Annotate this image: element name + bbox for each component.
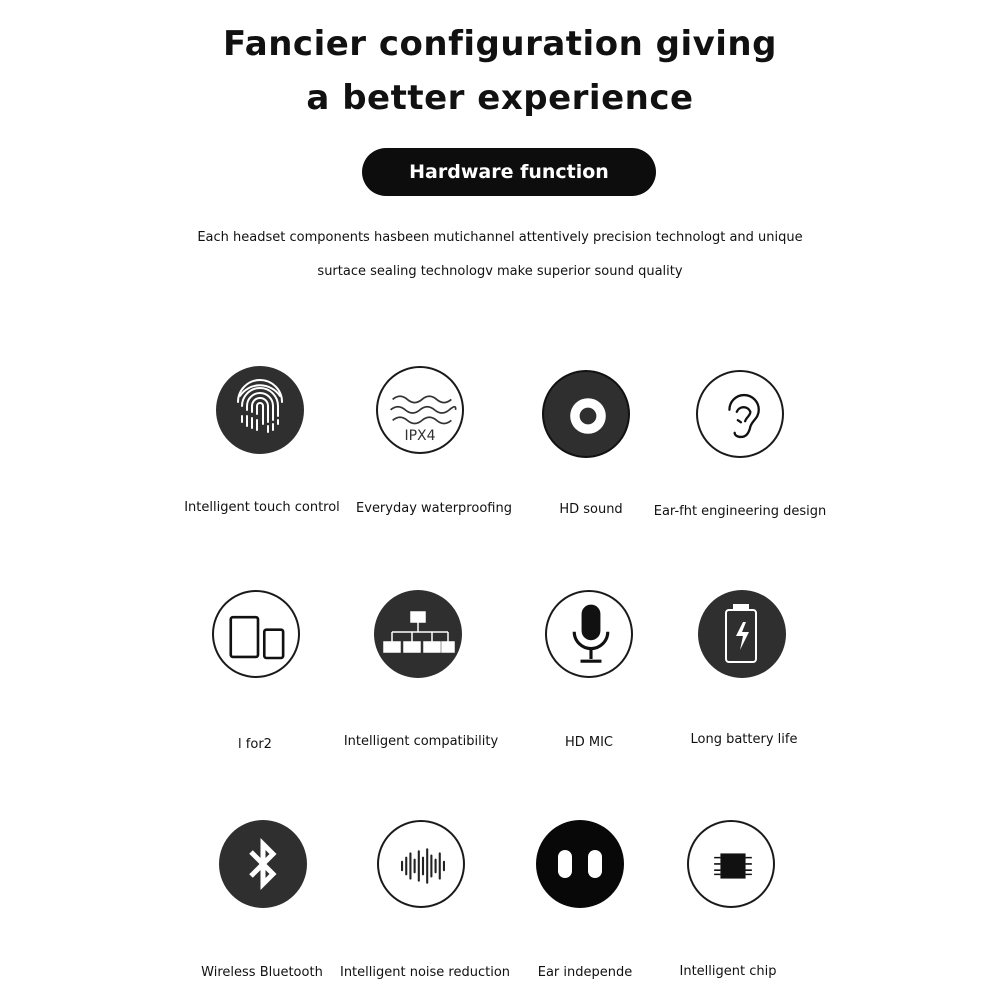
feature-label: HD MIC <box>564 735 614 750</box>
ear-icon <box>696 370 784 458</box>
devices-icon <box>212 590 300 678</box>
speaker-icon <box>542 370 630 458</box>
feature-label: Intelligent compatibility <box>343 734 499 749</box>
feature-label: Intelligent touch control <box>184 500 340 515</box>
feature-label: Wireless Bluetooth <box>201 965 323 980</box>
section-badge: Hardware function illustration <box>362 148 656 196</box>
feature-label: Ear-fht engineering design <box>653 504 827 519</box>
microphone-icon <box>545 590 633 678</box>
earbuds-icon <box>536 820 624 908</box>
chip-icon <box>687 820 775 908</box>
feature-label: Long battery life <box>690 732 798 747</box>
feature-label: Everyday waterproofing <box>356 501 512 516</box>
description-line-2: surtace sealing technologv make superior sound quality <box>317 264 683 279</box>
description-line-1: Each headset components hasbeen mutichannel attentively precision technologt and unique <box>197 230 803 245</box>
feature-label: HD sound <box>559 502 623 517</box>
battery-icon <box>698 590 786 678</box>
feature-label: Intelligent noise reduction <box>339 965 511 980</box>
bluetooth-icon <box>219 820 307 908</box>
headline-line-2: a better experience <box>306 78 694 118</box>
fingerprint-icon <box>216 366 304 454</box>
feature-label: Ear independe <box>537 965 633 980</box>
network-icon <box>374 590 462 678</box>
feature-label: Intelligent chip <box>679 964 777 979</box>
ipx-rating: IPX4 <box>404 428 436 444</box>
feature-label: l for2 <box>238 737 272 752</box>
headline-line-1: Fancier configuration giving <box>223 24 777 64</box>
soundwave-icon <box>377 820 465 908</box>
